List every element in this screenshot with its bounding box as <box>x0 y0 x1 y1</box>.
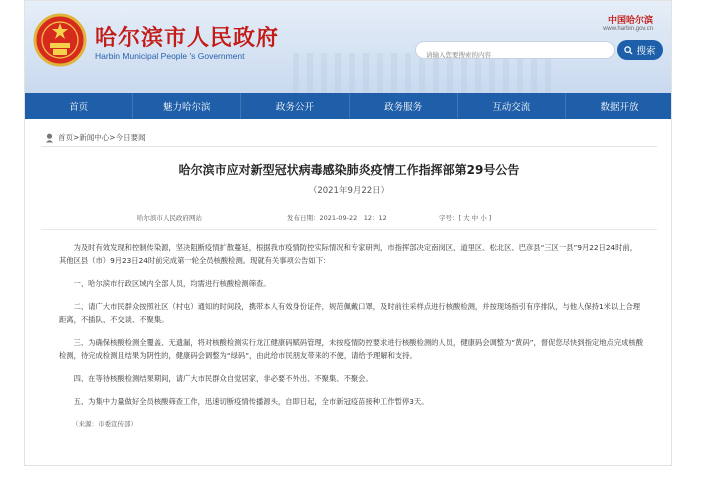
divider <box>41 229 657 230</box>
nav-item-home[interactable]: 首页 <box>25 93 133 119</box>
article-paragraph: 二、请广大市民群众按照社区（村屯）通知的时间段，携带本人有效身份证件，规范佩戴口罩，及时前往采样点进行核酸检测，并按现场指引有序排队，与他人保持1米以上合理距离，不插队、不交谈、不聚集。 <box>59 302 641 324</box>
article-paragraph: 四、在等待核酸检测结果期间，请广大市民群众自觉居家，非必要不外出、不聚集、不聚会。 <box>73 374 373 383</box>
article-paragraph: 为及时有效发现和控制传染源，坚决阻断疫情扩散蔓延，根据我市疫情防控实际情况和专家研判，市指挥部决定南岗区、道里区、松北区、巴彦县“三区一县”9月22日24时前，其他区县（市）9月23日24时前完成第一轮全员核酸检测。现就有关事项公告如下： <box>59 243 638 265</box>
main-nav <box>25 93 672 119</box>
search-button-label: 搜索 <box>636 46 656 57</box>
search-input[interactable] <box>416 47 614 63</box>
article-paragraph: 三、为确保核酸检测全覆盖、无遗漏，将对核酸检测实行龙江健康码赋码管理，未按疫情防控要求进行核酸检测的人员，健康码会调整为“黄码”，督促您尽快到指定地点完成核酸检测，待完成检测且结果为阴性的，健康码会调整为“绿码”，由此给市民朋友带来的不便，请给予理解和支持。 <box>59 338 644 360</box>
nav-item-charm-harbin[interactable]: 魅力哈尔滨 <box>133 93 241 119</box>
article-title: 哈尔滨市应对新型冠状病毒感染肺炎疫情工作指挥部第29号公告 <box>178 163 520 177</box>
search-icon <box>624 46 633 55</box>
article-paragraph: 一、哈尔滨市行政区域内全部人员，均需进行核酸检测筛查。 <box>73 279 271 288</box>
brand-url: www.harbin.gov.cn <box>603 26 653 32</box>
browser-page <box>24 0 672 466</box>
nav-item-interaction[interactable]: 互动交流 <box>458 93 566 119</box>
article-publish-date: 发布日期：2021-09-22 12：12 <box>287 214 387 222</box>
article-footer-source: （来源：市委宣传部） <box>72 420 137 428</box>
article-date: （2021年9月22日） <box>308 186 390 196</box>
article-source-site: 哈尔滨市人民政府网站 <box>137 214 202 222</box>
breadcrumb-text[interactable]: 首页>新闻中心>今日要闻 <box>58 133 146 142</box>
nav-item-open-data[interactable]: 数据开放 <box>600 102 639 113</box>
national-emblem-icon <box>33 13 87 67</box>
breadcrumb <box>45 132 146 143</box>
search-input-wrapper <box>415 41 615 59</box>
search-button[interactable] <box>617 40 663 60</box>
site-header <box>25 1 672 93</box>
site-subtitle: Harbin Municipal People 's Government <box>95 51 245 61</box>
article-paragraph: 五、为集中力量做好全员核酸筛查工作，迅速切断疫情传播源头，自即日起，全市新冠疫苗接种工作暂停3天。 <box>73 397 429 406</box>
nav-item-gov-affairs[interactable]: 政务公开 <box>241 93 349 119</box>
divider <box>41 146 657 147</box>
font-size-switcher[interactable]: 字号：[ 大 中 小 ] <box>439 214 492 222</box>
location-pin-icon <box>45 133 54 143</box>
nav-item-gov-services[interactable]: 政务服务 <box>350 93 458 119</box>
article-body <box>59 241 643 441</box>
brand-logo-text: 中国哈尔滨 <box>607 16 653 26</box>
site-title[interactable]: 哈尔滨市人民政府 <box>95 25 280 51</box>
